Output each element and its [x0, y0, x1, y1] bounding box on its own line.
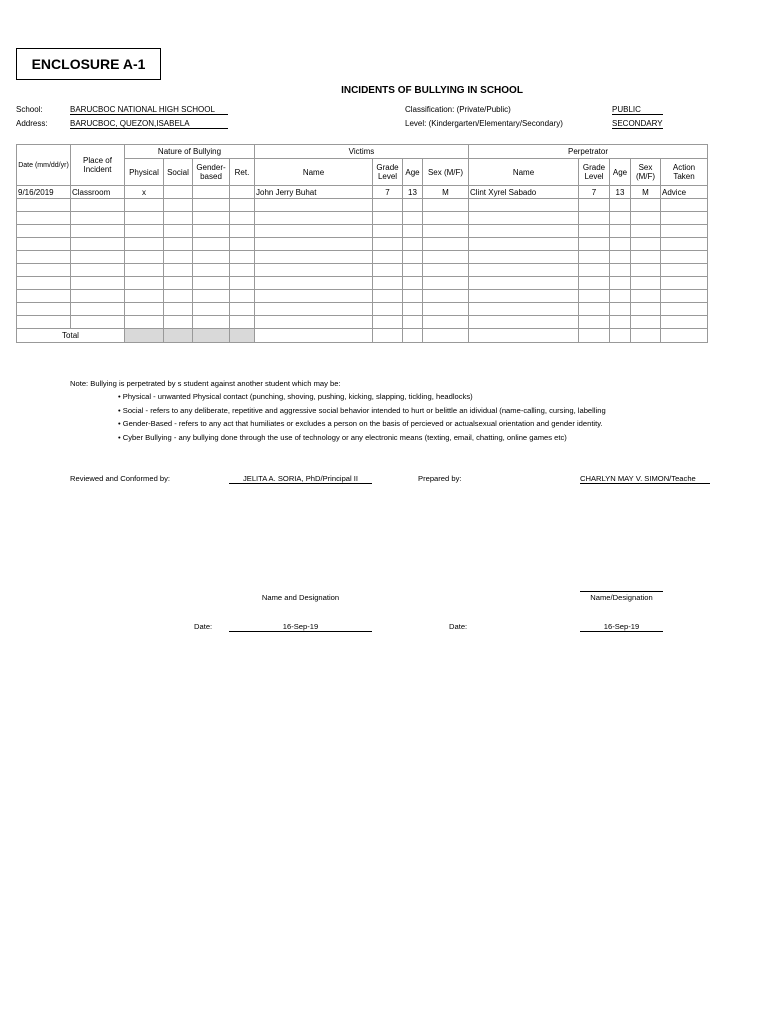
header-perpetrator: Perpetrator [469, 145, 708, 159]
cell-victim-age: 13 [403, 186, 423, 199]
header-place: Place of Incident [71, 145, 125, 186]
table-row [17, 238, 708, 251]
note-physical: • Physical - unwanted Physical contact (punching, shoving, pushing, kicking, slapping, tickling, headlocks) [118, 392, 473, 401]
preparer-name: CHARLYN MAY V. SIMON/Teache [580, 474, 710, 484]
cell-victim-grade: 7 [373, 186, 403, 199]
signature-line-right [580, 591, 663, 592]
table-row [17, 186, 708, 199]
header-victim-sex: Sex (M/F) [423, 159, 469, 186]
header-perp-age: Age [610, 159, 631, 186]
cell-ret [230, 186, 255, 199]
enclosure-label: ENCLOSURE A-1 [16, 48, 161, 80]
level-value: SECONDARY [612, 119, 663, 128]
cell-victim-sex: M [423, 186, 469, 199]
reviewed-label: Reviewed and Conformed by: [70, 474, 171, 483]
cell-perp-grade: 7 [579, 186, 610, 199]
table-row [17, 264, 708, 277]
header-perp-grade: Grade Level [579, 159, 610, 186]
bullying-incidents-table [16, 144, 708, 343]
cell-social [164, 186, 193, 199]
name-designation-left: Name and Designation [261, 593, 340, 602]
table-row [17, 290, 708, 303]
header-gender-based: Gender-based [193, 159, 230, 186]
reviewer-name: JELITA A. SORIA, PhD/Principal II [229, 474, 372, 484]
table-row [17, 225, 708, 238]
school-label: School: [16, 105, 43, 114]
date-label-left: Date: [194, 622, 213, 631]
note-intro: Note: Bullying is perpetrated by s student against another student which may be: [70, 379, 341, 388]
cell-perp-age: 13 [610, 186, 631, 199]
address-label: Address: [16, 119, 48, 128]
date-value-left: 16-Sep-19 [229, 622, 372, 632]
table-row [17, 303, 708, 316]
header-physical: Physical [125, 159, 164, 186]
table-row [17, 251, 708, 264]
document-title: INCIDENTS OF BULLYING IN SCHOOL [341, 85, 523, 96]
school-value: BARUCBOC NATIONAL HIGH SCHOOL [70, 105, 228, 115]
cell-physical: x [125, 186, 164, 199]
cell-perp-sex: M [631, 186, 661, 199]
header-perp-name: Name [469, 159, 579, 186]
note-cyber: • Cyber Bullying - any bullying done through the use of technology or any electronic means (texting, email, chatting, online games etc) [118, 433, 567, 442]
cell-place: Classroom [71, 186, 125, 199]
total-row [17, 329, 708, 343]
note-social: • Social - refers to any deliberate, repetitive and aggressive social behavior intended to hurt or belittle an idividual (name-calling, cursing, labelling [118, 406, 606, 415]
header-victims: Victims [255, 145, 469, 159]
header-action: Action Taken [661, 159, 708, 186]
header-nature: Nature of Bullying [125, 145, 255, 159]
cell-gender [193, 186, 230, 199]
table-row [17, 316, 708, 329]
header-date: Date (mm/dd/yr) [17, 145, 71, 186]
address-value: BARUCBOC, QUEZON,ISABELA [70, 119, 228, 129]
cell-date: 9/16/2019 [17, 186, 71, 199]
header-social: Social [164, 159, 193, 186]
cell-perp-name: Clint Xyrel Sabado [469, 186, 579, 199]
cell-action: Advice [661, 186, 708, 199]
header-victim-name: Name [255, 159, 373, 186]
table-row [17, 212, 708, 225]
prepared-label: Prepared by: [418, 474, 462, 483]
classification-label: Classification: (Private/Public) [405, 105, 511, 114]
header-victim-age: Age [403, 159, 423, 186]
level-label: Level: (Kindergarten/Elementary/Secondary) [405, 119, 563, 128]
cell-victim-name: John Jerry Buhat [255, 186, 373, 199]
table-row [17, 199, 708, 212]
name-designation-right: Name/Designation [590, 593, 653, 602]
date-label-right: Date: [449, 622, 468, 631]
date-value-right: 16-Sep-19 [580, 622, 663, 632]
header-victim-grade: Grade Level [373, 159, 403, 186]
table-row [17, 277, 708, 290]
total-label: Total [17, 329, 125, 343]
header-perp-sex: Sex (M/F) [631, 159, 661, 186]
header-ret: Ret. [230, 159, 255, 186]
classification-value: PUBLIC [612, 105, 663, 115]
note-gender-based: • Gender-Based - refers to any act that humiliates or excludes a person on the basis of percieved or actualsexual orientation and gender identity. [118, 419, 603, 428]
